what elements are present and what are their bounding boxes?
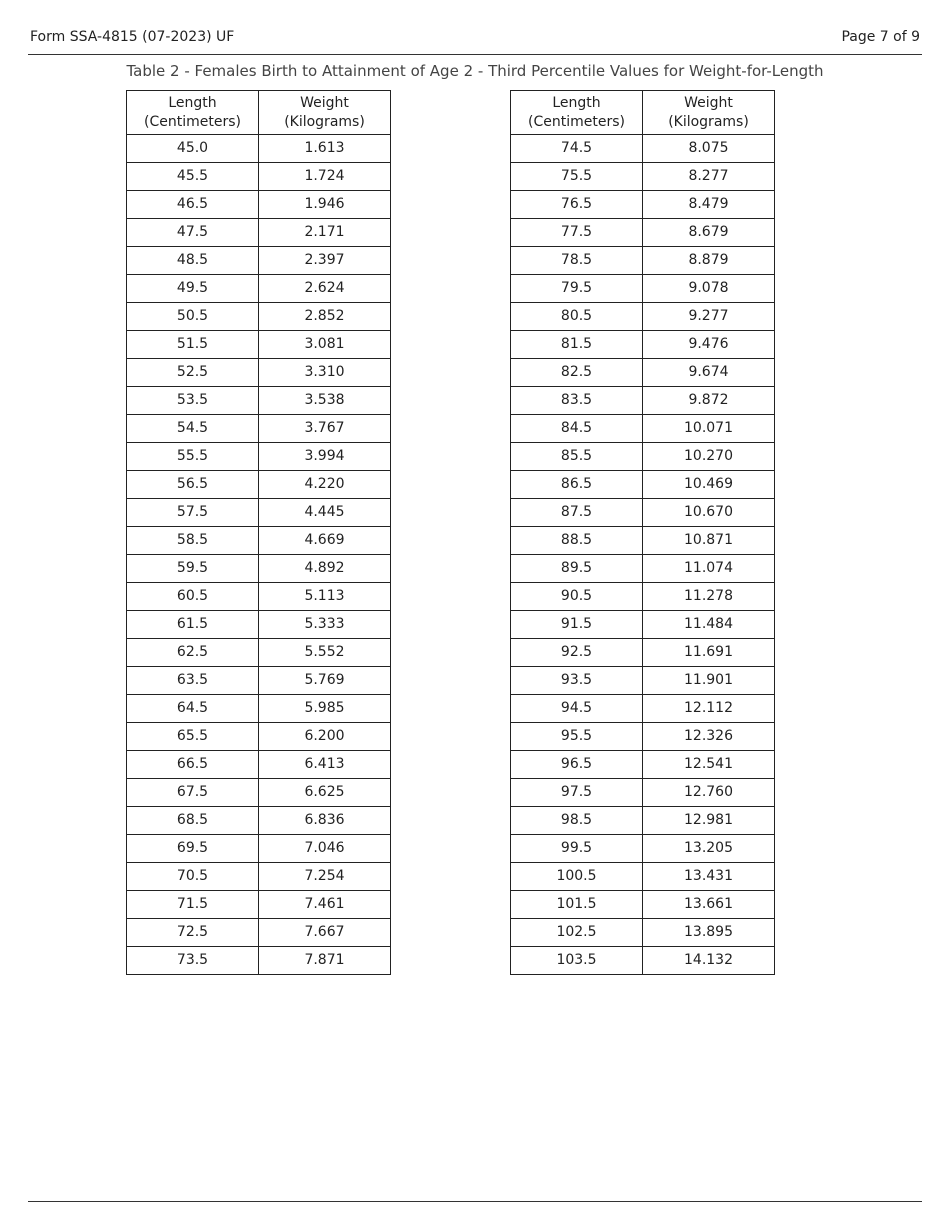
table-row: [127, 891, 391, 919]
table-row: [511, 331, 775, 359]
length-cell: 69.5: [127, 835, 259, 863]
table-row: [511, 471, 775, 499]
column-header-length-label: Length: [552, 94, 601, 111]
column-header-length: [127, 91, 259, 135]
table-row: [511, 919, 775, 947]
column-header-weight-unit: (Kilograms): [284, 113, 365, 130]
weight-cell: 10.871: [643, 527, 775, 555]
table-row: [511, 247, 775, 275]
table-row: [511, 527, 775, 555]
weight-cell: 10.270: [643, 443, 775, 471]
table-row: [511, 667, 775, 695]
table-row: [127, 751, 391, 779]
page-number: Page 7 of 9: [841, 29, 920, 45]
length-cell: 70.5: [127, 863, 259, 891]
table-row: [127, 135, 391, 163]
length-cell: 68.5: [127, 807, 259, 835]
table-row: [127, 443, 391, 471]
length-cell: 60.5: [127, 583, 259, 611]
length-cell: 94.5: [511, 695, 643, 723]
weight-cell: 4.220: [259, 471, 391, 499]
weight-cell: 13.661: [643, 891, 775, 919]
weight-cell: 12.981: [643, 807, 775, 835]
table-row: [511, 695, 775, 723]
weight-cell: 13.895: [643, 919, 775, 947]
table-row: [511, 415, 775, 443]
length-cell: 62.5: [127, 639, 259, 667]
weight-cell: 1.946: [259, 191, 391, 219]
length-cell: 88.5: [511, 527, 643, 555]
table-row: [511, 639, 775, 667]
weight-cell: 6.413: [259, 751, 391, 779]
length-cell: 73.5: [127, 947, 259, 975]
length-cell: 45.0: [127, 135, 259, 163]
column-header-length-unit: (Centimeters): [144, 113, 241, 130]
length-cell: 61.5: [127, 611, 259, 639]
weight-cell: 12.326: [643, 723, 775, 751]
weight-cell: 9.078: [643, 275, 775, 303]
weight-cell: 2.397: [259, 247, 391, 275]
table-row: [511, 499, 775, 527]
footer-divider: [28, 1201, 922, 1202]
column-header-length: [511, 91, 643, 135]
length-cell: 56.5: [127, 471, 259, 499]
weight-cell: 12.112: [643, 695, 775, 723]
table-row: [511, 387, 775, 415]
column-header-weight-unit: (Kilograms): [668, 113, 749, 130]
length-cell: 80.5: [511, 303, 643, 331]
weight-cell: 1.724: [259, 163, 391, 191]
length-cell: 71.5: [127, 891, 259, 919]
length-cell: 103.5: [511, 947, 643, 975]
table-row: [127, 863, 391, 891]
length-cell: 54.5: [127, 415, 259, 443]
table-row: [511, 835, 775, 863]
length-cell: 57.5: [127, 499, 259, 527]
table-header-row: [511, 91, 775, 135]
weight-cell: 7.461: [259, 891, 391, 919]
weight-cell: 9.674: [643, 359, 775, 387]
weight-cell: 1.613: [259, 135, 391, 163]
table-row: [127, 555, 391, 583]
weight-cell: 7.871: [259, 947, 391, 975]
length-cell: 84.5: [511, 415, 643, 443]
table-row: [127, 583, 391, 611]
weight-cell: 3.538: [259, 387, 391, 415]
table-row: [511, 135, 775, 163]
length-cell: 46.5: [127, 191, 259, 219]
weight-cell: 5.985: [259, 695, 391, 723]
table-row: [511, 723, 775, 751]
length-cell: 66.5: [127, 751, 259, 779]
weight-cell: 8.479: [643, 191, 775, 219]
length-cell: 97.5: [511, 779, 643, 807]
weight-cell: 12.760: [643, 779, 775, 807]
table-row: [511, 863, 775, 891]
weight-cell: 8.277: [643, 163, 775, 191]
length-cell: 55.5: [127, 443, 259, 471]
weight-cell: 8.075: [643, 135, 775, 163]
length-cell: 72.5: [127, 919, 259, 947]
column-header-weight: [643, 91, 775, 135]
weight-cell: 3.767: [259, 415, 391, 443]
length-cell: 100.5: [511, 863, 643, 891]
length-cell: 86.5: [511, 471, 643, 499]
table-row: [127, 527, 391, 555]
length-cell: 98.5: [511, 807, 643, 835]
length-cell: 89.5: [511, 555, 643, 583]
weight-cell: 6.625: [259, 779, 391, 807]
weight-cell: 2.852: [259, 303, 391, 331]
weight-cell: 13.431: [643, 863, 775, 891]
length-cell: 78.5: [511, 247, 643, 275]
weight-table-right: [510, 90, 775, 975]
weight-cell: 11.901: [643, 667, 775, 695]
table-row: [511, 751, 775, 779]
length-cell: 91.5: [511, 611, 643, 639]
weight-cell: 5.333: [259, 611, 391, 639]
length-cell: 59.5: [127, 555, 259, 583]
weight-cell: 10.469: [643, 471, 775, 499]
weight-cell: 3.310: [259, 359, 391, 387]
weight-cell: 7.667: [259, 919, 391, 947]
table-row: [127, 695, 391, 723]
length-cell: 49.5: [127, 275, 259, 303]
weight-cell: 11.484: [643, 611, 775, 639]
weight-cell: 7.254: [259, 863, 391, 891]
length-cell: 75.5: [511, 163, 643, 191]
table-row: [127, 947, 391, 975]
weight-cell: 4.445: [259, 499, 391, 527]
table-row: [127, 499, 391, 527]
length-cell: 79.5: [511, 275, 643, 303]
weight-cell: 9.872: [643, 387, 775, 415]
weight-cell: 7.046: [259, 835, 391, 863]
table-row: [511, 443, 775, 471]
length-cell: 95.5: [511, 723, 643, 751]
table-row: [127, 415, 391, 443]
length-cell: 102.5: [511, 919, 643, 947]
table-row: [127, 303, 391, 331]
length-cell: 63.5: [127, 667, 259, 695]
table-row: [127, 807, 391, 835]
table-row: [511, 191, 775, 219]
form-id: Form SSA-4815 (07-2023) UF: [30, 29, 235, 45]
weight-cell: 3.994: [259, 443, 391, 471]
table-row: [511, 303, 775, 331]
length-cell: 87.5: [511, 499, 643, 527]
weight-cell: 9.476: [643, 331, 775, 359]
weight-cell: 5.769: [259, 667, 391, 695]
table-row: [511, 359, 775, 387]
weight-cell: 8.679: [643, 219, 775, 247]
length-cell: 52.5: [127, 359, 259, 387]
weight-table-left-body: [127, 135, 391, 975]
table-row: [127, 163, 391, 191]
length-cell: 47.5: [127, 219, 259, 247]
length-cell: 67.5: [127, 779, 259, 807]
length-cell: 58.5: [127, 527, 259, 555]
weight-cell: 4.669: [259, 527, 391, 555]
length-cell: 99.5: [511, 835, 643, 863]
table-row: [127, 247, 391, 275]
length-cell: 45.5: [127, 163, 259, 191]
table-row: [511, 611, 775, 639]
table-header-row: [127, 91, 391, 135]
length-cell: 96.5: [511, 751, 643, 779]
table-row: [511, 219, 775, 247]
length-cell: 85.5: [511, 443, 643, 471]
table-row: [127, 275, 391, 303]
table-row: [127, 639, 391, 667]
table-row: [511, 807, 775, 835]
length-cell: 92.5: [511, 639, 643, 667]
table-row: [127, 331, 391, 359]
weight-cell: 5.113: [259, 583, 391, 611]
table-row: [127, 191, 391, 219]
length-cell: 76.5: [511, 191, 643, 219]
weight-cell: 11.278: [643, 583, 775, 611]
weight-cell: 14.132: [643, 947, 775, 975]
table-row: [127, 723, 391, 751]
weight-cell: 2.171: [259, 219, 391, 247]
weight-cell: 5.552: [259, 639, 391, 667]
table-row: [511, 891, 775, 919]
table-row: [127, 667, 391, 695]
table-row: [127, 471, 391, 499]
length-cell: 101.5: [511, 891, 643, 919]
length-cell: 50.5: [127, 303, 259, 331]
table-title: Table 2 - Females Birth to Attainment of Age 2 - Third Percentile Values for Weight-for-Length: [126, 62, 824, 80]
table-row: [127, 359, 391, 387]
column-header-length-unit: (Centimeters): [528, 113, 625, 130]
column-header-weight: [259, 91, 391, 135]
table-row: [127, 219, 391, 247]
weight-cell: 8.879: [643, 247, 775, 275]
length-cell: 93.5: [511, 667, 643, 695]
length-cell: 82.5: [511, 359, 643, 387]
length-cell: 65.5: [127, 723, 259, 751]
table-row: [127, 779, 391, 807]
weight-cell: 10.071: [643, 415, 775, 443]
column-header-weight-label: Weight: [300, 94, 349, 111]
column-header-length-label: Length: [168, 94, 217, 111]
weight-table-right-body: [511, 135, 775, 975]
header-divider: [28, 54, 922, 55]
weight-cell: 3.081: [259, 331, 391, 359]
weight-table-left: [126, 90, 391, 975]
weight-cell: 9.277: [643, 303, 775, 331]
table-row: [127, 611, 391, 639]
table-row: [127, 387, 391, 415]
weight-cell: 11.074: [643, 555, 775, 583]
length-cell: 48.5: [127, 247, 259, 275]
weight-cell: 10.670: [643, 499, 775, 527]
table-row: [127, 919, 391, 947]
weight-cell: 4.892: [259, 555, 391, 583]
weight-cell: 12.541: [643, 751, 775, 779]
length-cell: 77.5: [511, 219, 643, 247]
length-cell: 51.5: [127, 331, 259, 359]
length-cell: 64.5: [127, 695, 259, 723]
table-row: [511, 779, 775, 807]
table-row: [511, 583, 775, 611]
weight-cell: 2.624: [259, 275, 391, 303]
table-row: [511, 275, 775, 303]
length-cell: 83.5: [511, 387, 643, 415]
table-row: [511, 163, 775, 191]
length-cell: 74.5: [511, 135, 643, 163]
table-row: [511, 947, 775, 975]
length-cell: 53.5: [127, 387, 259, 415]
weight-cell: 11.691: [643, 639, 775, 667]
length-cell: 81.5: [511, 331, 643, 359]
weight-cell: 6.200: [259, 723, 391, 751]
length-cell: 90.5: [511, 583, 643, 611]
column-header-weight-label: Weight: [684, 94, 733, 111]
table-row: [127, 835, 391, 863]
weight-cell: 6.836: [259, 807, 391, 835]
table-row: [511, 555, 775, 583]
weight-cell: 13.205: [643, 835, 775, 863]
